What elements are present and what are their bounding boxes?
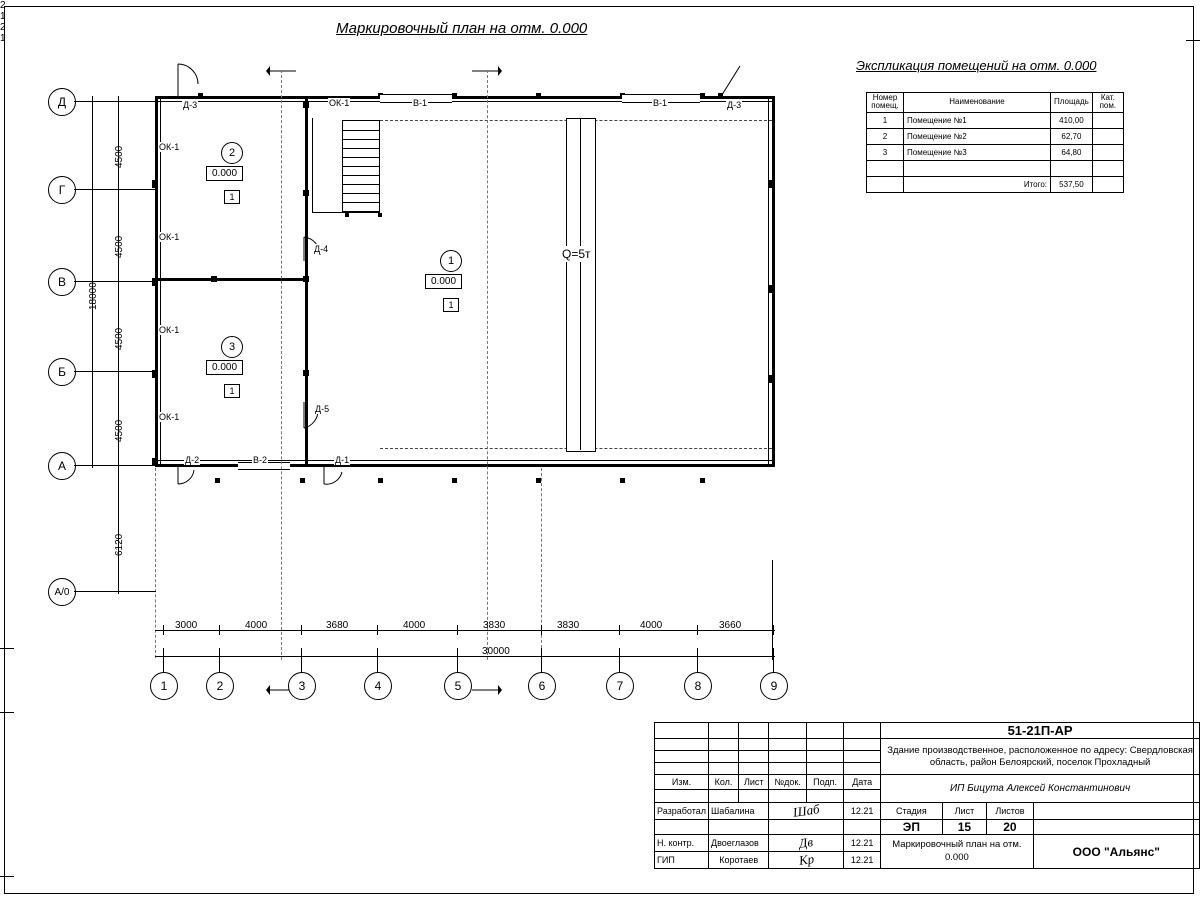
header-name: Наименование xyxy=(904,93,1051,113)
room-cat-1: 1 xyxy=(443,298,459,312)
room-marker-3: 3 xyxy=(221,336,243,358)
crane-runway xyxy=(566,118,596,452)
cell-total-label: Итого: xyxy=(904,176,1051,192)
axis-leader-7 xyxy=(619,648,620,672)
dim-tick-v xyxy=(112,101,125,102)
cell-category xyxy=(1092,160,1123,176)
name-gip: Коротаев xyxy=(709,852,769,869)
cell-name: Помещение №2 xyxy=(904,128,1051,144)
axis-leader-8 xyxy=(697,648,698,672)
dim-vertical-1: 4500 xyxy=(114,145,125,168)
dim-vertical-3: 4500 xyxy=(114,327,125,350)
axis-leader-2 xyxy=(219,648,220,672)
column xyxy=(152,278,158,286)
cell-number: 3 xyxy=(867,144,904,160)
cell-category xyxy=(1092,176,1123,192)
designer-name: ИП Бицута Алексей Константинович xyxy=(881,775,1200,803)
door-d1 xyxy=(320,462,350,493)
label-ok1-3: ОК-1 xyxy=(159,325,180,335)
name-control: Двоеглазов xyxy=(709,835,769,852)
section-label-1-bottom: 1 xyxy=(0,33,6,44)
wall-right xyxy=(772,96,775,467)
dim-tick-v xyxy=(112,591,125,592)
axis-circle-8: 8 xyxy=(684,672,712,700)
axis-leader-3 xyxy=(301,648,302,672)
label-d5: Д-5 xyxy=(315,404,330,414)
column xyxy=(452,93,457,98)
stage-header: Стадия xyxy=(881,803,942,820)
axis-ext-9 xyxy=(772,560,773,660)
table-row-total xyxy=(867,176,1124,192)
company-name: ООО "Альянс" xyxy=(1033,835,1199,869)
dim-horizontal-total: 30000 xyxy=(482,646,510,657)
crane-runway-center xyxy=(580,118,581,450)
cell-number: 1 xyxy=(867,112,904,128)
date-developer: 12.21 xyxy=(844,803,881,820)
stamp-row-blank xyxy=(655,723,1200,739)
section-label-1-top: 1 xyxy=(0,11,6,22)
cell-area: 410,00 xyxy=(1051,112,1093,128)
column xyxy=(620,478,625,483)
dim-vertical-4: 4500 xyxy=(114,419,125,442)
axis-circle-a0: А/0 xyxy=(48,578,76,606)
col-ndok: №док. xyxy=(769,775,807,790)
col-podp: Подп. xyxy=(807,775,844,790)
axis-leader-5 xyxy=(457,648,458,672)
header-number: Номер помещ. xyxy=(867,93,904,113)
label-ok1-2: ОК-1 xyxy=(159,232,180,242)
signature-blank xyxy=(769,820,844,835)
dim-horizontal-2: 4000 xyxy=(245,620,268,631)
stamp-row-developer xyxy=(655,803,1200,820)
role-blank xyxy=(655,820,709,835)
room-elev-1: 0.000 xyxy=(425,274,462,289)
stamp-row-blank2 xyxy=(655,820,1200,835)
column xyxy=(452,478,457,483)
axis-circle-1: 1 xyxy=(150,672,178,700)
dim-horizontal-6: 3830 xyxy=(557,620,580,631)
dim-tick-v xyxy=(112,189,125,190)
date-control: 12.21 xyxy=(844,835,881,852)
sheet-value: 15 xyxy=(942,820,987,835)
header-area: Площадь xyxy=(1051,93,1093,113)
dim-chain-horizontal-total xyxy=(155,656,775,657)
axis-circle-g: Г xyxy=(48,176,76,204)
dim-tick-v xyxy=(112,465,125,466)
section-line-1 xyxy=(487,70,488,660)
header-category: Кат. пом. xyxy=(1092,93,1123,113)
table-row xyxy=(867,144,1124,160)
sheet-header: Лист xyxy=(942,803,987,820)
role-control: Н. контр. xyxy=(655,835,709,852)
column xyxy=(769,375,775,383)
label-v2: В-2 xyxy=(253,455,268,465)
signature-developer: Шаб xyxy=(769,803,844,820)
label-v1-right: В-1 xyxy=(653,98,668,108)
label-d4: Д-4 xyxy=(314,244,329,254)
column xyxy=(345,213,349,217)
label-d1: Д-1 xyxy=(335,455,350,465)
stamp-row-control xyxy=(655,835,1200,852)
dim-tick-v xyxy=(112,371,125,372)
door-d3-top xyxy=(176,60,216,105)
cell-category xyxy=(1092,144,1123,160)
dim-vertical-5: 6120 xyxy=(114,533,125,556)
dim-horizontal-4: 4000 xyxy=(403,620,426,631)
column xyxy=(303,276,309,282)
wall-bottom-inner xyxy=(155,460,775,461)
role-developer: Разработал xyxy=(655,803,709,820)
table-row xyxy=(867,160,1124,176)
section-label-2-bottom: 2 xyxy=(0,22,6,33)
dim-tick-v-total xyxy=(86,101,99,102)
axis-circle-7: 7 xyxy=(606,672,634,700)
stage-value: ЭП xyxy=(881,820,942,835)
axis-circle-a: А xyxy=(48,452,76,480)
room-cat-3: 1 xyxy=(224,384,240,398)
dim-horizontal-3: 3680 xyxy=(326,620,349,631)
axis-circle-4: 4 xyxy=(364,672,392,700)
label-d3-right: Д-3 xyxy=(727,100,742,110)
stair-landing xyxy=(312,212,380,213)
column xyxy=(215,478,220,483)
cell-area: 64,80 xyxy=(1051,144,1093,160)
table-row xyxy=(867,112,1124,128)
label-d3-left: Д-3 xyxy=(183,100,198,110)
column xyxy=(303,190,309,196)
name-blank xyxy=(709,820,769,835)
column xyxy=(378,213,382,217)
axis-circle-6: 6 xyxy=(528,672,556,700)
room-marker-1: 1 xyxy=(440,250,462,272)
table-row xyxy=(867,128,1124,144)
column xyxy=(700,93,705,98)
explication-title: Экспликация помещений на отм. 0.000 xyxy=(856,58,1097,73)
axis-leader-4 xyxy=(377,648,378,672)
cell-number xyxy=(867,160,904,176)
section-label-2-top: 2 xyxy=(0,0,6,11)
column xyxy=(152,180,158,188)
table-header-row xyxy=(867,93,1124,113)
room-marker-2: 2 xyxy=(221,142,243,164)
column xyxy=(700,478,705,483)
axis-circle-3: 3 xyxy=(288,672,316,700)
explication-table xyxy=(866,92,1124,193)
project-code: 51-21П-АР xyxy=(881,723,1200,739)
dim-horizontal-8: 3660 xyxy=(719,620,742,631)
cell-area xyxy=(1051,160,1093,176)
section-mark-1-bottom xyxy=(470,684,504,707)
axis-circle-2: 2 xyxy=(206,672,234,700)
room-cat-2: 1 xyxy=(224,190,240,204)
plan-title: Маркировочный план на отм. 0.000 xyxy=(336,20,588,37)
stair-wall xyxy=(312,118,313,213)
crane-capacity-label: Q=5т xyxy=(562,247,591,261)
cell-category xyxy=(1092,128,1123,144)
label-d2: Д-2 xyxy=(185,455,200,465)
col-data: Дата xyxy=(844,775,881,790)
cell-area: 62,70 xyxy=(1051,128,1093,144)
dim-tick-v xyxy=(112,281,125,282)
stamp-row-blank xyxy=(655,739,1200,751)
room-elev-3: 0.000 xyxy=(206,360,243,375)
dim-horizontal-1: 3000 xyxy=(175,620,198,631)
wall-right-inner xyxy=(768,96,769,467)
room-elev-2: 0.000 xyxy=(206,166,243,181)
date-gip: 12.21 xyxy=(844,852,881,869)
cell-name xyxy=(904,160,1051,176)
cell-name: Помещение №3 xyxy=(904,144,1051,160)
column xyxy=(536,93,541,98)
cell-category xyxy=(1092,112,1123,128)
column xyxy=(378,478,383,483)
col-list: Лист xyxy=(739,775,769,790)
col-izm: Изм. xyxy=(655,775,709,790)
dim-horizontal-5: 3830 xyxy=(483,620,506,631)
object-description: Здание производственное, расположенное по адресу: Свердловская область, район Белоярский, поселок Прохладный xyxy=(881,739,1200,775)
column xyxy=(300,478,305,483)
dim-tick-v-total xyxy=(86,465,99,466)
label-v1-left: В-1 xyxy=(413,98,428,108)
label-ok1-top: ОК-1 xyxy=(329,98,350,108)
dim-horizontal-7: 4000 xyxy=(640,620,663,631)
column xyxy=(211,276,217,282)
door-d3-top-right xyxy=(718,60,758,105)
door-d2 xyxy=(176,462,204,493)
date-blank xyxy=(844,820,881,835)
axis-circle-b: Б xyxy=(48,358,76,386)
label-ok1-4: ОК-1 xyxy=(159,412,180,422)
partition-horizontal xyxy=(155,278,307,281)
column xyxy=(303,370,309,376)
axis-circle-9: 9 xyxy=(760,672,788,700)
stamp-header-row xyxy=(655,775,1200,790)
cell-number xyxy=(867,176,904,192)
sheets-value: 20 xyxy=(987,820,1033,835)
section-line-2 xyxy=(281,70,282,660)
axis-leader-6 xyxy=(541,648,542,672)
signature-control: Дв xyxy=(769,835,844,852)
label-ok1-1: ОК-1 xyxy=(159,142,180,152)
cell-number: 2 xyxy=(867,128,904,144)
sheets-header: Листов xyxy=(987,803,1033,820)
column xyxy=(769,285,775,293)
dim-vertical-2: 4500 xyxy=(114,235,125,258)
column xyxy=(303,102,309,108)
staircase xyxy=(342,120,380,212)
title-block xyxy=(654,722,1200,869)
cell-name: Помещение №1 xyxy=(904,112,1051,128)
axis-circle-v: В xyxy=(48,268,76,296)
dim-vertical-total: 18000 xyxy=(88,282,99,310)
role-gip: ГИП xyxy=(655,852,709,869)
axis-circle-d: Д xyxy=(48,88,76,116)
axis-circle-5: 5 xyxy=(444,672,472,700)
column xyxy=(769,180,775,188)
col-kol: Кол. xyxy=(709,775,739,790)
cell-total-value: 537,50 xyxy=(1051,176,1093,192)
name-developer: Шабалина xyxy=(709,803,769,820)
signature-gip: Кр xyxy=(769,852,844,869)
sheet-title: Маркировочный план на отм. 0.000 xyxy=(881,835,1033,869)
